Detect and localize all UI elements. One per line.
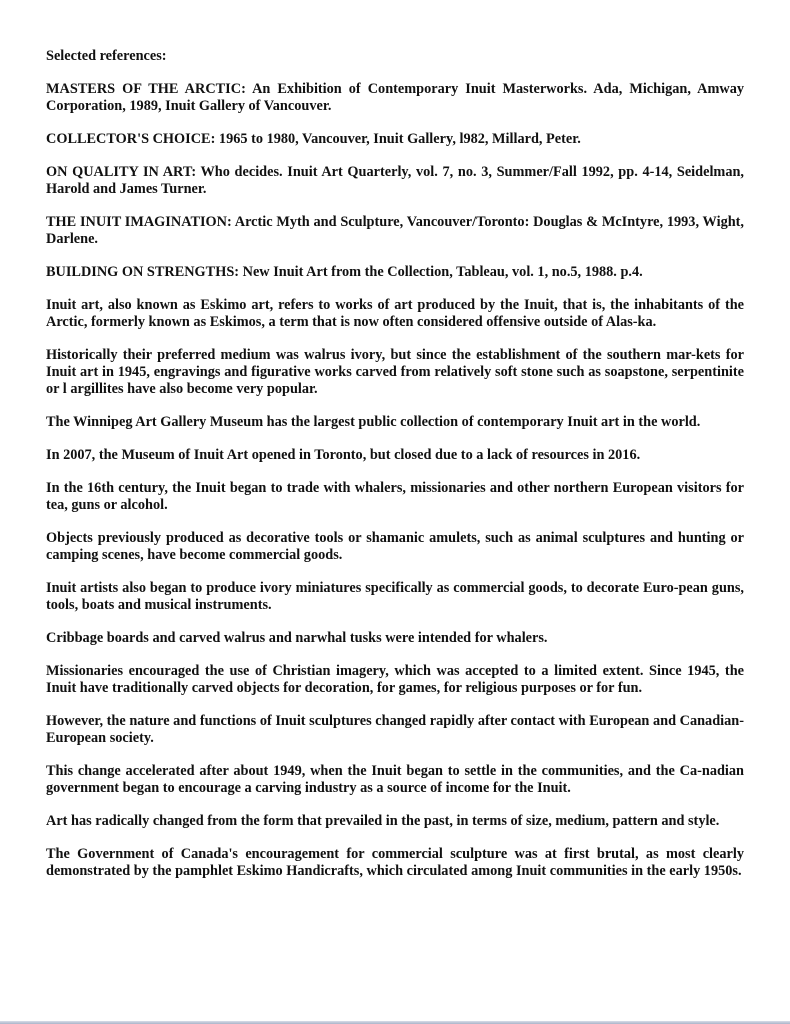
reference-item: THE INUIT IMAGINATION: Arctic Myth and Sculpture, Vancouver/Toronto: Douglas & McIntyre, 1993, Wight, Darlene. xyxy=(46,214,744,247)
references-heading: Selected references: xyxy=(46,48,167,64)
body-text xyxy=(46,297,744,880)
body-paragraph: Cribbage boards and carved walrus and narwhal tusks were intended for whalers. xyxy=(46,630,548,646)
body-paragraph: The Government of Canada's encouragement for commercial sculpture was at first brutal, as most clearly demonstrated by the pamphlet Eskimo Handicrafts, which circulated among Inuit communities in the early 1950s. xyxy=(46,846,744,879)
document-page xyxy=(46,48,744,896)
body-paragraph: Inuit artists also began to produce ivory miniatures specifically as commercial goods, to decorate Euro-pean guns, tools, boats and musical instruments. xyxy=(46,580,744,613)
body-paragraph: In 2007, the Museum of Inuit Art opened in Toronto, but closed due to a lack of resources in 2016. xyxy=(46,447,641,463)
body-paragraph: Art has radically changed from the form that prevailed in the past, in terms of size, medium, pattern and style. xyxy=(46,813,720,829)
body-paragraph: However, the nature and functions of Inuit sculptures changed rapidly after contact with European and Canadian-European society. xyxy=(46,713,744,746)
body-paragraph: Missionaries encouraged the use of Christian imagery, which was accepted to a limited extent. Since 1945, the Inuit have traditionally carved objects for decoration, for games, for religious purposes or for fun. xyxy=(46,663,744,696)
references-list xyxy=(46,81,744,281)
reference-item: COLLECTOR'S CHOICE: 1965 to 1980, Vancouver, Inuit Gallery, l982, Millard, Peter. xyxy=(46,131,581,147)
body-paragraph: Inuit art, also known as Eskimo art, refers to works of art produced by the Inuit, that is, the inhabitants of the Arctic, formerly known as Eskimos, a term that is now often considered offensive outside of Alas-ka. xyxy=(46,297,744,330)
body-paragraph: In the 16th century, the Inuit began to trade with whalers, missionaries and other northern European visitors for tea, guns or alcohol. xyxy=(46,480,744,513)
reference-item: BUILDING ON STRENGTHS: New Inuit Art from the Collection, Tableau, vol. 1, no.5, 1988. p.4. xyxy=(46,264,643,280)
body-paragraph: Historically their preferred medium was walrus ivory, but since the establishment of the southern mar-kets for Inuit art in 1945, engravings and figurative works carved from relatively soft stone such as soapstone, serpentinite or l argillites have also become very popular. xyxy=(46,347,744,397)
body-paragraph: The Winnipeg Art Gallery Museum has the largest public collection of contemporary Inuit art in the world. xyxy=(46,414,701,430)
body-paragraph: Objects previously produced as decorative tools or shamanic amulets, such as animal sculptures and hunting or camping scenes, have become commercial goods. xyxy=(46,530,744,563)
reference-item: MASTERS OF THE ARCTIC: An Exhibition of Contemporary Inuit Masterworks. Ada, Michigan, Amway Corporation, 1989, Inuit Gallery of Vancouver. xyxy=(46,81,744,114)
reference-item: ON QUALITY IN ART: Who decides. Inuit Art Quarterly, vol. 7, no. 3, Summer/Fall 1992, pp. 4-14, Seidelman, Harold and James Turner. xyxy=(46,164,744,197)
body-paragraph: This change accelerated after about 1949, when the Inuit began to settle in the communities, and the Ca-nadian government began to encourage a carving industry as a source of income for the Inuit. xyxy=(46,763,744,796)
